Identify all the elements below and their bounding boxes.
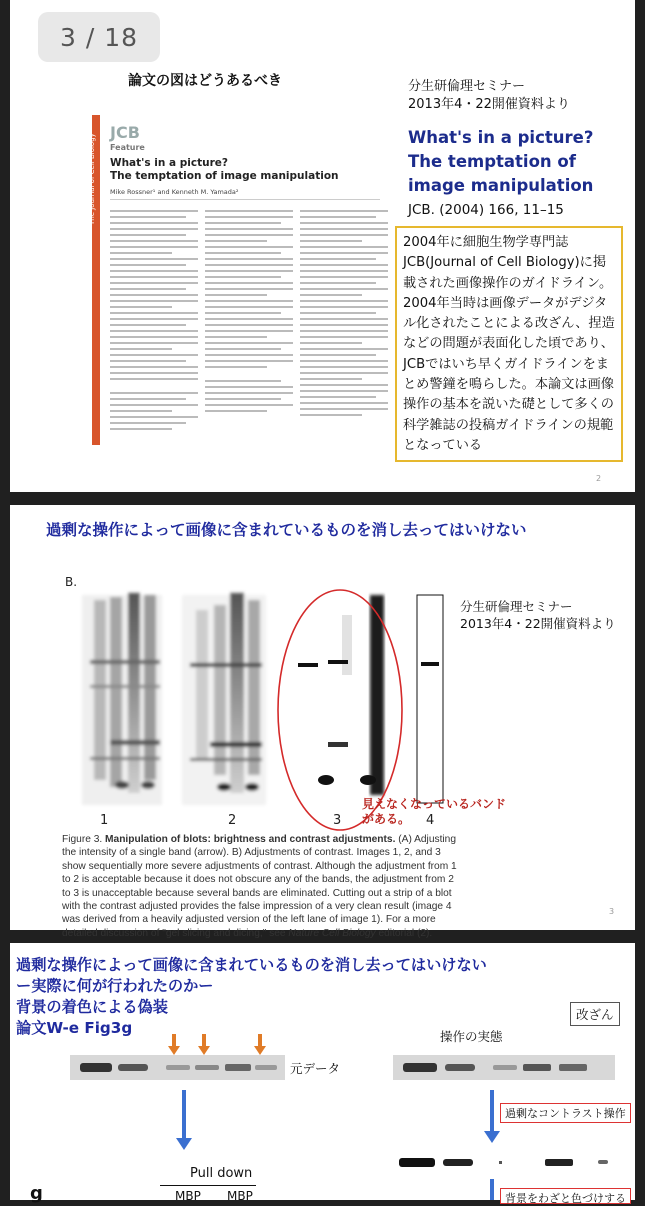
missing-band-note-line-2: がある。 [362,812,411,826]
heading-line-2: ー実際に何が行われたのかー [16,977,214,995]
blot-lane-4 [417,595,443,803]
article-thumbnail [88,115,392,445]
text-column-3 [300,210,388,420]
text-column-1 [110,210,198,434]
paper-reference: 論文W-e Fig3g [16,1019,133,1037]
pull-down-rule [160,1185,256,1186]
contrast-strip [393,1153,615,1173]
seminar-line-1: 分生研倫理セミナー [408,79,526,94]
slide-2 [10,505,635,939]
raw-data-strip [70,1055,285,1080]
missing-band-note-line-1: 見えなくなっているバンド [362,797,507,811]
excess-contrast-label: 過剰なコントラスト操作 [500,1103,631,1123]
article-heading [408,126,593,198]
journal-spine [88,115,100,445]
western-blot-figure [70,585,450,830]
blot-lane-3 [298,595,384,795]
article-title-2: The temptation of image manipulation [110,170,339,182]
blue-arrow-right-2 [490,1179,494,1200]
lane-label-1: 1 [100,813,109,828]
blue-arrow-left [182,1090,186,1140]
mbp-label-2: MBP [227,1189,253,1203]
feature-label: Feature [110,143,145,152]
lane-label-3: 3 [333,813,342,828]
article-authors: Mike Rossner¹ and Kenneth M. Yamada² [110,188,239,196]
slide-3 [10,943,635,1205]
slide2-heading: 過剰な操作によって画像に含まれているものを消し去ってはいけない [46,521,527,539]
blue-arrowhead-left [176,1138,192,1150]
pull-down-label: Pull down [190,1166,253,1181]
blue-arrowhead-right [484,1131,500,1143]
paper-title: 論文の図はどうあるべき [128,73,282,89]
caption-body: (A) Adjusting the intensity of a single band (arrow). B) Adjustments of contrast. Images 1, 2, and 3 show sequentially more severe adjustments of contrast. Although the adjustment from 1 to 2 is acceptable because it does not obscure any of the bands, the adjustment from 2 to 3 is unacceptable because several bands are eliminated. Cutting out a strip of a blot with the contrast adjusted provides the false impression of a very clean result (image 4 was derived from a heavily adjusted version of the left lane of image 1). For a more detailed discussion of "gel slicing and dicing," see [62,834,457,939]
blot-lane-1 [82,593,162,805]
caption-end: editorial (2). [378,927,433,939]
slide-number: 2 [596,474,602,483]
lane-label-2: 2 [228,813,237,828]
seminar-source-2 [460,598,616,632]
blue-arrow-right [490,1090,494,1134]
lane-4-band [421,662,439,666]
seminar-line-2: 2013年4・22開催資料より [460,616,616,631]
citation: JCB. (2004) 166, 11–15 [408,202,564,218]
journal-logo: JCB [110,123,140,142]
slide-1 [10,0,635,492]
text-column-2 [205,210,293,416]
seminar-source [408,78,570,114]
divider [110,199,380,200]
description-box: 2004年に細胞生物学専門誌JCB(Journal of Cell Biology)に掲載された画像操作のガイドライン。2004年当時は画像データがデジタル化されたことによる改ざん、捏造などの問題が表面化した頃であり、JCBではいち早くガイドラインをまとめ警鐘を鳴らした。本論文は画像操作の基本を説いた礎として多くの科学雑誌の投稿ガイドラインの規範となっている [395,226,623,462]
heading-line-2: The temptation of [408,152,576,171]
missing-band-note [362,797,506,827]
blot-lane-2 [182,593,266,805]
seminar-line-1: 分生研倫理セミナー [460,599,573,614]
panel-label: B. [65,575,78,589]
slide-number-2: 3 [609,907,615,916]
heading-line-3: image manipulation [408,176,594,195]
caption-lead: Figure 3. [62,834,103,845]
heading-line-1: 過剰な操作によって画像に含まれているものを消し去ってはいけない [16,956,487,974]
seminar-line-2: 2013年4・22開催資料より [408,97,570,112]
actual-strip [393,1055,615,1080]
heading-line-3: 背景の着色による偽装 [16,998,168,1016]
article-title-1: What's in a picture? [110,157,228,169]
corner-letter: g [30,1183,43,1204]
heading-line-1: What's in a picture? [408,128,594,147]
journal-spine-text: The Journal of Cell Biology [88,133,96,225]
bottom-partial-label: 背景をわざと色づけする [500,1188,631,1204]
lane-label-4: 4 [426,813,435,828]
mbp-label-1: MBP [175,1189,201,1203]
slide3-heading [16,955,487,1039]
page-counter: 3 / 18 [38,12,160,62]
caption-title: Manipulation of blots: brightness and contrast adjustments. [105,834,396,845]
raw-data-label: 元データ [290,1061,341,1076]
figure-caption [62,833,457,940]
actual-label: 操作の実態 [440,1029,503,1044]
tamper-badge: 改ざん [570,1002,620,1026]
caption-journal: Nature Cell Biology [288,927,376,939]
